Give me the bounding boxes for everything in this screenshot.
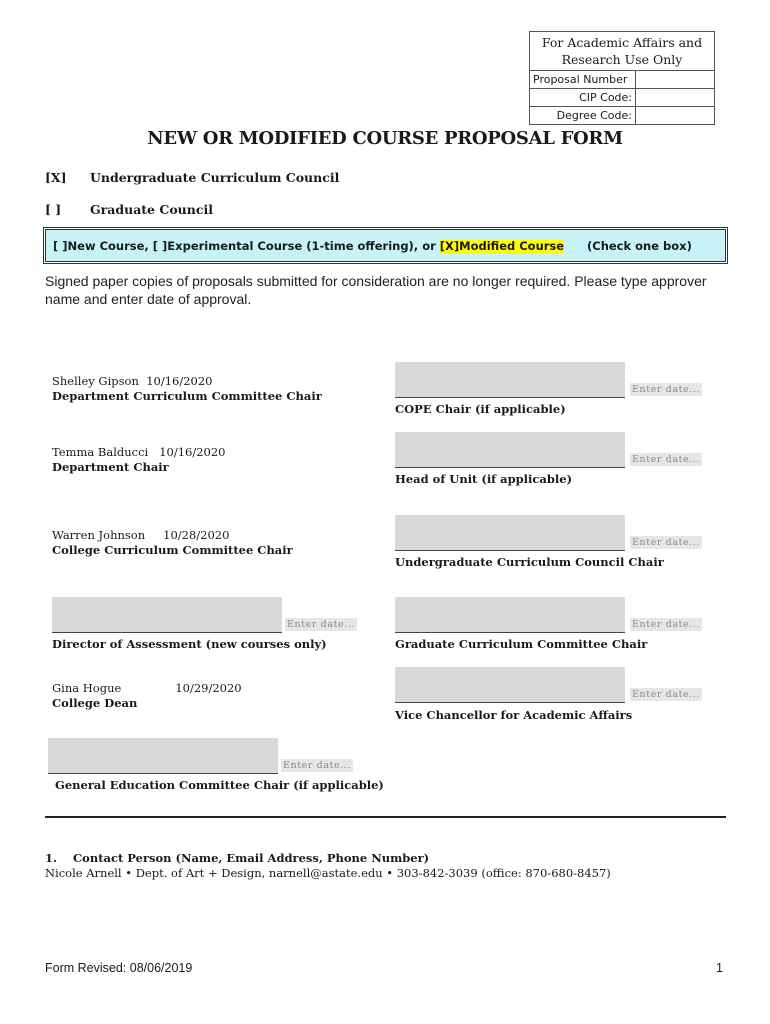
vice-chancellor-role: Vice Chancellor for Academic Affairs [395,708,633,722]
form-revised-date: Form Revised: 08/06/2019 [45,961,193,975]
modified-course-option[interactable]: Modified Course [459,239,565,253]
approver-name[interactable]: Warren Johnson [52,528,146,542]
check-one-instruction: (Check one box) [587,239,692,253]
head-of-unit-signature-field[interactable] [395,432,625,468]
approval-date[interactable]: 10/28/2020 [163,528,230,542]
general-education-signature-field[interactable] [48,738,278,774]
proposal-number-label: Proposal Number [530,71,636,88]
approval-date[interactable]: 10/29/2020 [175,681,242,695]
signature-college-dean [52,681,242,711]
general-education-date-field[interactable]: Enter date... [283,760,352,771]
cope-chair-signature-field[interactable] [395,362,625,398]
page-number: 1 [716,961,723,975]
cip-code-field[interactable] [636,89,714,106]
section-divider [45,816,726,818]
ucc-chair-role: Undergraduate Curriculum Council Chair [395,555,664,569]
graduate-committee-signature-field[interactable] [395,597,625,633]
director-assessment-role: Director of Assessment (new courses only) [52,637,327,651]
new-course-option[interactable]: [ ]New Course, [53,239,153,253]
vice-chancellor-signature-field[interactable] [395,667,625,703]
graduate-committee-role: Graduate Curriculum Committee Chair [395,637,648,651]
signature-college-curriculum-chair [52,528,293,558]
council-checkbox[interactable]: [X] [45,170,67,185]
contact-person-heading: 1. Contact Person (Name, Email Address, Phone Number) [45,851,430,865]
degree-code-field[interactable] [636,107,714,124]
or-text: or [422,239,440,253]
proposal-number-field[interactable] [636,71,714,88]
graduate-committee-date-field[interactable]: Enter date... [632,619,701,630]
approval-date[interactable]: 10/16/2020 [159,445,226,459]
director-assessment-date-field[interactable]: Enter date... [287,619,356,630]
approval-date[interactable]: 10/16/2020 [146,374,213,388]
form-title: NEW OR MODIFIED COURSE PROPOSAL FORM [147,128,623,149]
signature-department-chair [52,445,225,475]
approver-role: College Curriculum Committee Chair [52,543,293,557]
cope-chair-role: COPE Chair (if applicable) [395,402,566,416]
contact-person-value[interactable]: Nicole Arnell • Dept. of Art + Design, narnell@astate.edu • 303-842-3039 (office: 870-680-8457) [45,866,611,880]
approver-name[interactable]: Shelley Gipson [52,374,139,388]
vice-chancellor-date-field[interactable]: Enter date... [632,689,701,700]
proposal-number-row [530,71,714,89]
approver-name[interactable]: Gina Hogue [52,681,122,695]
cip-code-label: CIP Code: [530,89,636,106]
approver-role: Department Curriculum Committee Chair [52,389,322,403]
degree-code-label: Degree Code: [530,107,636,124]
cip-code-row [530,89,714,107]
cope-chair-date-field[interactable]: Enter date... [632,384,701,395]
council-option-graduate[interactable] [45,202,445,220]
general-education-role: General Education Committee Chair (if applicable) [55,778,384,792]
council-option-undergraduate[interactable] [45,170,445,188]
approver-role: Department Chair [52,460,169,474]
office-use-box [529,31,715,125]
modified-course-checkbox[interactable]: [X] [439,239,460,253]
ucc-chair-signature-field[interactable] [395,515,625,551]
office-use-heading: For Academic Affairs and Research Use Only [530,32,714,71]
experimental-course-option[interactable]: [ ]Experimental Course (1-time offering), [152,239,423,253]
head-of-unit-date-field[interactable]: Enter date... [632,454,701,465]
council-checkbox[interactable]: [ ] [45,202,62,217]
course-type-box [45,229,726,262]
head-of-unit-role: Head of Unit (if applicable) [395,472,573,486]
signature-department-curriculum-chair [52,374,322,404]
ucc-chair-date-field[interactable]: Enter date... [632,537,701,548]
approval-notice: Signed paper copies of proposals submitted for consideration are no longer required. Please type approver name and enter date of approval. [45,273,707,307]
director-assessment-signature-field[interactable] [52,597,282,633]
degree-code-row [530,107,714,124]
approver-role: College Dean [52,696,138,710]
council-label: Undergraduate Curriculum Council [90,170,340,185]
council-label: Graduate Council [90,202,213,217]
approver-name[interactable]: Temma Balducci [52,445,149,459]
